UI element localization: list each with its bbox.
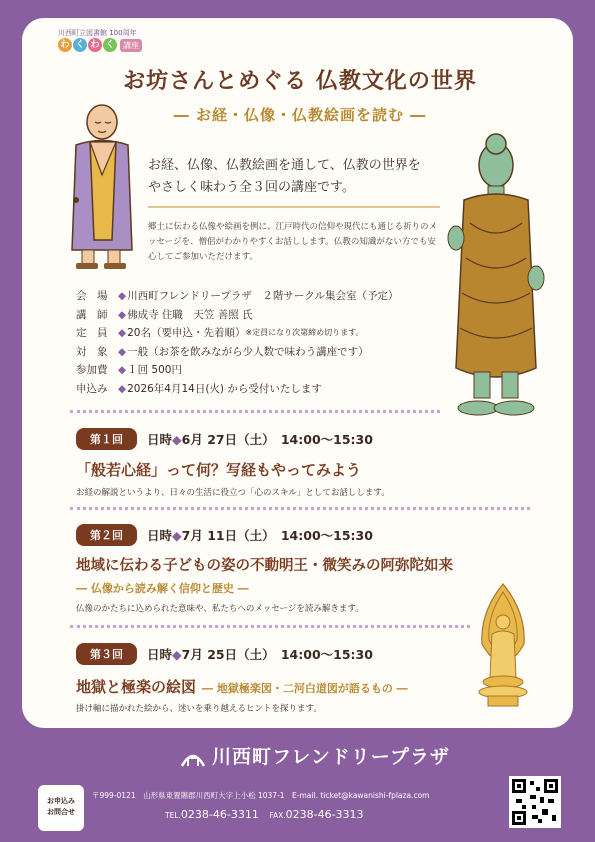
logo-char: く	[73, 38, 87, 52]
fax-label: FAX.	[269, 811, 286, 820]
info-label: 講 師	[76, 308, 108, 321]
info-label: 参加費	[76, 364, 108, 376]
session-1-header	[76, 428, 373, 450]
diamond-icon: ◆	[172, 528, 182, 543]
info-label: 対 象	[76, 345, 108, 358]
session-3-title: 地獄と極楽の絵図	[76, 678, 197, 696]
divider	[148, 206, 440, 208]
logo-char: わ	[88, 38, 102, 52]
session-2-desc: 仏像のかたちに込められた意味や、私たちへのメッセージを読み解きます。	[76, 604, 364, 614]
info-row-venue	[76, 287, 476, 306]
contact-label: お問合せ	[47, 808, 75, 816]
diamond-icon: ◆	[118, 364, 127, 376]
diamond-icon: ◆	[118, 327, 127, 339]
session-date: 7月 25日（土）	[181, 647, 269, 662]
session-badge: 第２回	[76, 524, 137, 546]
diamond-icon: ◆	[172, 647, 182, 662]
logo-suffix: 講座	[120, 39, 142, 52]
session-time: 14:00〜15:30	[280, 432, 373, 447]
tel-label: TEL.	[165, 811, 181, 820]
session-3-subtitle: ― 地獄極楽図・二河白道図が語るもの ―	[202, 682, 408, 695]
info-value: 2026年4月14日(火) から受付いたします	[127, 382, 322, 395]
session-3-title-row	[76, 676, 408, 697]
info-value: 一般（お茶を飲みながら少人数で味わう講座です）	[127, 345, 369, 358]
intro-line: やさしく味わう全３回の講座です。	[148, 180, 355, 195]
phone-fax	[165, 808, 364, 821]
plaza-logo-icon	[180, 744, 206, 768]
logo-char: わ	[58, 38, 72, 52]
datetime-label: 日時	[147, 432, 173, 447]
description-text: 郷土に伝わる仏像や絵画を例に、江戸時代の信仰や現代にも通じる祈りのメッセージを、僧侶がわかりやすくお話しします。仏教の知識がない方でも安心してご参加いただけます。	[148, 222, 438, 262]
intro-text	[148, 155, 468, 199]
intro-line: お経、仏像、仏教絵画を通して、仏教の世界を	[148, 158, 421, 173]
session-date: 7月 11日（土）	[181, 528, 269, 543]
page-title: お坊さんとめぐる 仏教文化の世界	[123, 69, 477, 94]
info-row-target	[76, 343, 476, 362]
diamond-icon: ◆	[172, 432, 182, 447]
dotted-divider	[70, 507, 530, 510]
datetime-label: 日時	[147, 528, 173, 543]
session-1-title: 「般若心経」って何？写経もやってみよう	[76, 461, 362, 479]
info-value: １回 500円	[127, 364, 182, 376]
amida-buddha-illustration	[474, 582, 532, 712]
page-subtitle: ― お経・仏像・仏教絵画を読む ―	[173, 106, 427, 124]
address-email: 〒999-0121 山形県東置賜郡川西町大字上小松 1037-1 E-mail. ticket@kawanishi-fplaza.com	[92, 791, 430, 800]
info-value: 佛成寺 住職 天笠 善照 氏	[127, 308, 253, 321]
session-badge: 第１回	[76, 428, 137, 450]
logo-char: く	[103, 38, 117, 52]
info-label: 定 員	[76, 327, 108, 339]
session-1-desc: お経の解説というより、日々の生活に役立つ「心のスキル」としてお話しします。	[76, 488, 390, 498]
info-label: 会 場	[76, 290, 108, 302]
session-time: 14:00〜15:30	[280, 647, 373, 662]
info-row-capacity	[76, 324, 476, 343]
session-3-desc: 掛け軸に描かれた絵から、迷いを乗り越えるヒントを探ります。	[76, 704, 322, 714]
contact-label-box	[38, 785, 84, 831]
info-label: 申込み	[76, 382, 108, 395]
tel-number: 0238-46-3311	[180, 808, 259, 821]
info-value: 20名（要申込・先着順）	[127, 327, 246, 339]
session-badge: 第３回	[76, 643, 137, 665]
datetime-label: 日時	[147, 647, 173, 662]
session-time: 14:00〜15:30	[280, 528, 373, 543]
wakuwaku-logo	[58, 38, 142, 52]
info-row-fee	[76, 361, 476, 380]
info-note: ※定員になり次第締め切ります。	[245, 328, 364, 337]
dotted-divider	[70, 625, 470, 628]
monk-illustration	[62, 100, 140, 275]
diamond-icon: ◆	[118, 308, 127, 321]
diamond-icon: ◆	[118, 345, 127, 358]
info-list	[76, 287, 476, 398]
library-anniversary-text: 川西町立図書館 100周年	[58, 29, 137, 37]
session-3-header	[76, 643, 373, 665]
fax-number: 0238-46-3313	[285, 808, 364, 821]
info-value: 川西町フレンドリープラザ ２階サークル集会室（予定）	[127, 290, 399, 302]
qr-code-icon	[512, 779, 558, 825]
plaza-logo	[180, 742, 450, 769]
session-2-subtitle: ― 仏像から読み解く信仰と歴史 ―	[76, 582, 249, 595]
session-date: 6月 27日（土）	[181, 432, 269, 447]
info-row-lecturer	[76, 306, 476, 325]
diamond-icon: ◆	[118, 290, 127, 302]
session-2-header	[76, 524, 373, 546]
contact-label: お申込み	[47, 797, 75, 805]
qr-code[interactable]	[509, 776, 561, 828]
diamond-icon: ◆	[118, 382, 127, 395]
plaza-logo-text: 川西町フレンドリープラザ	[212, 746, 450, 768]
dotted-divider	[70, 410, 440, 413]
info-row-application	[76, 380, 476, 399]
session-2-title: 地域に伝わる子どもの姿の不動明王・微笑みの阿弥陀如来	[76, 558, 453, 574]
